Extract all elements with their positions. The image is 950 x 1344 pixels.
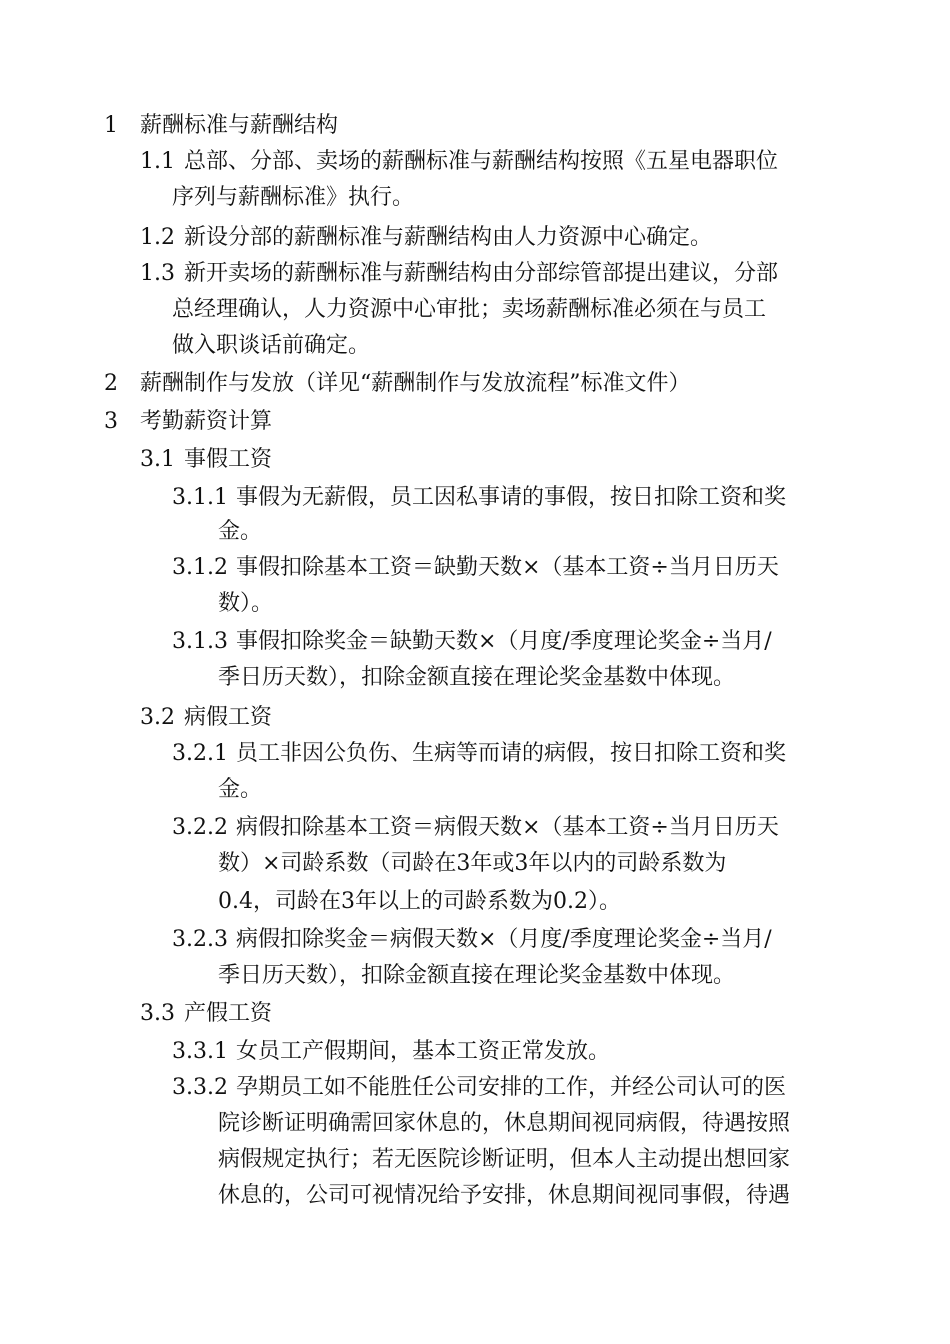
subsection-title: 事假工资	[184, 447, 273, 472]
clause-number: 3.3.1	[172, 1039, 228, 1064]
clause-text: 孕期员工如不能胜任公司安排的工作，并经公司认可的医	[236, 1075, 787, 1100]
subsection-number: 3.1	[140, 447, 175, 472]
clause-item	[0, 1034, 950, 1070]
section-title: 考勤薪资计算	[140, 409, 273, 434]
subsection-title: 病假工资	[184, 705, 273, 730]
clause-text: 金。	[218, 519, 263, 544]
clause-number: 3.3.2	[172, 1075, 228, 1100]
clause-number: 3.2.2	[172, 815, 228, 840]
clause-text: 新开卖场的薪酬标准与薪酬结构由分部综管部提出建议，分部	[184, 261, 779, 286]
subsection-title: 产假工资	[184, 1001, 273, 1026]
clause-number: 3.2.3	[172, 927, 228, 952]
clause-text: 季日历天数），扣除金额直接在理论奖金基数中体现。	[218, 665, 736, 690]
clause-number: 3.1.3	[172, 629, 228, 654]
clause-text: 总经理确认，人力资源中心审批；卖场薪酬标准必须在与员工	[172, 297, 767, 322]
clause-item	[0, 810, 950, 846]
clause-number: 3.1.2	[172, 555, 228, 580]
clause-text: 金。	[218, 777, 263, 802]
section-title: 薪酬标准与薪酬结构	[140, 113, 339, 138]
clause-item	[0, 256, 950, 292]
clause-item	[0, 220, 950, 256]
clause-number: 1.2	[140, 225, 175, 250]
clause-text: 做入职谈话前确定。	[172, 333, 371, 358]
subsection-number: 3.3	[140, 1001, 175, 1026]
clause-number: 3.1.1	[172, 485, 228, 510]
clause-number: 3.2.1	[172, 741, 228, 766]
section-number: 2	[104, 371, 118, 396]
clause-text: 总部、分部、卖场的薪酬标准与薪酬结构按照《五星电器职位	[184, 149, 779, 174]
clause-item	[0, 736, 950, 772]
clause-item	[0, 624, 950, 660]
clause-text: 数）×司龄系数（司龄在3年或3年以内的司龄系数为	[218, 851, 727, 876]
clause-item	[0, 550, 950, 586]
clause-text: 事假为无薪假，员工因私事请的事假，按日扣除工资和奖	[236, 485, 787, 510]
section-title: 薪酬制作与发放（详见“薪酬制作与发放流程”标准文件）	[140, 371, 691, 396]
clause-text: 事假扣除基本工资＝缺勤天数×（基本工资÷当月日历天	[236, 555, 779, 580]
clause-item	[0, 144, 950, 180]
subsection-heading	[0, 442, 950, 478]
clause-text: 0.4，司龄在3年以上的司龄系数为0.2）。	[218, 889, 621, 914]
clause-text: 院诊断证明确需回家休息的，休息期间视同病假，待遇按照	[218, 1111, 791, 1136]
clause-number: 1.3	[140, 261, 175, 286]
clause-text: 病假扣除基本工资＝病假天数×（基本工资÷当月日历天	[236, 815, 779, 840]
section-heading	[0, 404, 950, 440]
section-number: 1	[104, 113, 118, 138]
section-heading	[0, 366, 950, 402]
subsection-number: 3.2	[140, 705, 175, 730]
clause-text: 员工非因公负伤、生病等而请的病假，按日扣除工资和奖	[236, 741, 787, 766]
clause-text: 病假规定执行；若无医院诊断证明，但本人主动提出想回家	[218, 1147, 791, 1172]
clause-text: 数）。	[218, 591, 274, 616]
clause-text: 休息的，公司可视情况给予安排，休息期间视同事假，待遇	[218, 1183, 791, 1208]
subsection-heading	[0, 996, 950, 1032]
subsection-heading	[0, 700, 950, 736]
clause-text: 季日历天数），扣除金额直接在理论奖金基数中体现。	[218, 963, 736, 988]
section-number: 3	[104, 409, 118, 434]
clause-text: 女员工产假期间，基本工资正常发放。	[236, 1039, 611, 1064]
clause-item	[0, 922, 950, 958]
clause-text: 新设分部的薪酬标准与薪酬结构由人力资源中心确定。	[184, 225, 713, 250]
clause-number: 1.1	[140, 149, 175, 174]
clause-item	[0, 1070, 950, 1106]
clause-item	[0, 480, 950, 516]
clause-text: 序列与薪酬标准》执行。	[172, 185, 415, 210]
section-heading	[0, 108, 950, 144]
clause-text: 病假扣除奖金＝病假天数×（月度/季度理论奖金÷当月/	[236, 927, 772, 952]
clause-text: 事假扣除奖金＝缺勤天数×（月度/季度理论奖金÷当月/	[236, 629, 772, 654]
